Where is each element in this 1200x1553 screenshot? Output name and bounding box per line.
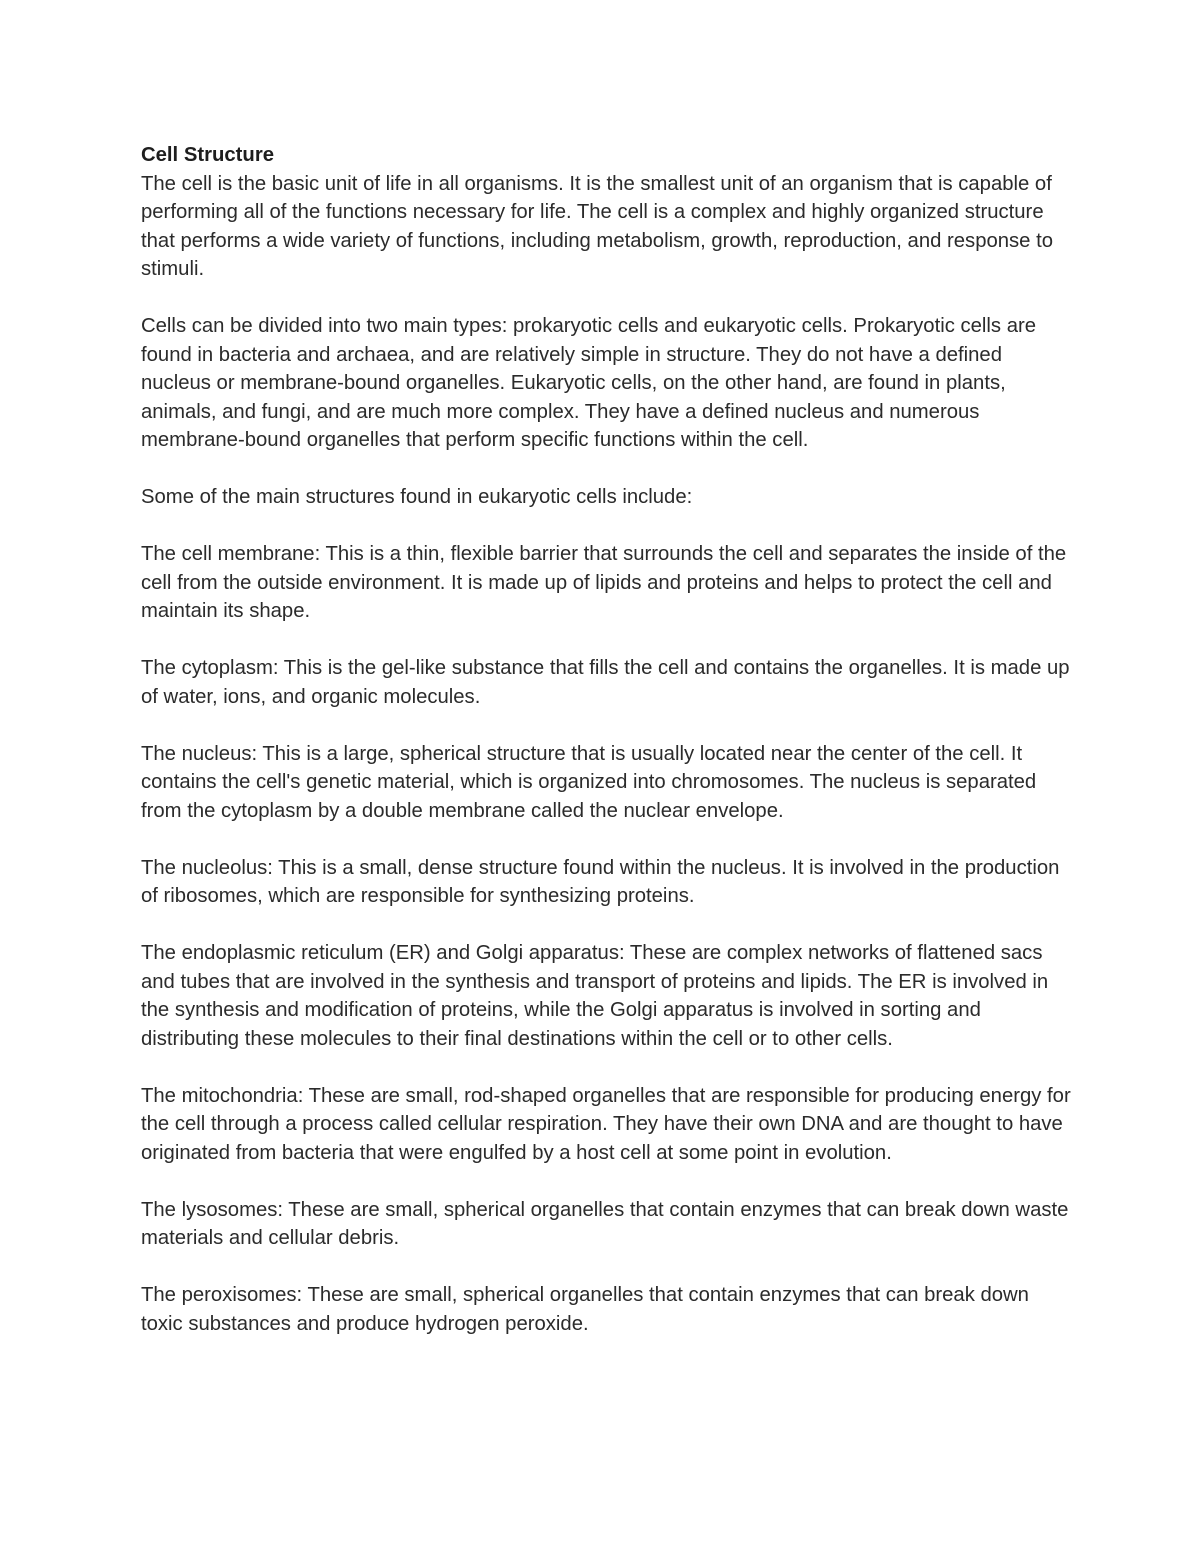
paragraph-mitochondria: The mitochondria: These are small, rod-shaped organelles that are responsible for producing energy for the cell through a process called cellular respiration. They have their own DNA and are thought to have originated from bacteria that were engulfed by a host cell at some point in evolution. <box>141 1084 1071 1164</box>
paragraph-intro: The cell is the basic unit of life in all organisms. It is the smallest unit of an organism that is capable of performing all of the functions necessary for life. The cell is a complex and highly organized structure that performs a wide variety of functions, including metabolism, growth, reproduction, and response to stimuli. <box>141 172 1054 280</box>
paragraph-structures-intro: Some of the main structures found in eukaryotic cells include: <box>141 486 693 508</box>
document-body <box>141 141 1076 1367</box>
paragraph-cell-types: Cells can be divided into two main types: prokaryotic cells and eukaryotic cells. Prokaryotic cells are found in bacteria and archaea, and are relatively simple in structure. They do not have a defined nucleus or membrane-bound organelles. Eukaryotic cells, on the other hand, are found in plants, animals, and fungi, and are much more complex. They have a defined nucleus and numerous membrane-bound organelles that perform specific functions within the cell. <box>141 315 1037 451</box>
paragraph-cytoplasm: The cytoplasm: This is the gel-like substance that fills the cell and contains the organelles. It is made up of water, ions, and organic molecules. <box>141 657 1070 708</box>
paragraph-nucleolus: The nucleolus: This is a small, dense structure found within the nucleus. It is involved in the production of ribosomes, which are responsible for synthesizing proteins. <box>141 856 1060 907</box>
paragraph-nucleus: The nucleus: This is a large, spherical structure that is usually located near the center of the cell. It contains the cell's genetic material, which is organized into chromosomes. The nucleus is separated from the cytoplasm by a double membrane called the nuclear envelope. <box>141 742 1037 822</box>
paragraph-lysosomes: The lysosomes: These are small, spherical organelles that contain enzymes that can break down waste materials and cellular debris. <box>141 1198 1069 1249</box>
paragraph-peroxisomes: The peroxisomes: These are small, spherical organelles that contain enzymes that can break down toxic substances and produce hydrogen peroxide. <box>141 1284 1029 1335</box>
paragraph-cell-membrane: The cell membrane: This is a thin, flexible barrier that surrounds the cell and separates the inside of the cell from the outside environment. It is made up of lipids and proteins and helps to protect the cell and maintain its shape. <box>141 543 1067 622</box>
paragraph-er-golgi: The endoplasmic reticulum (ER) and Golgi apparatus: These are complex networks of flattened sacs and tubes that are involved in the synthesis and transport of proteins and lipids. The ER is involved in the synthesis and modification of proteins, while the Golgi apparatus is involved in sorting and distributing these molecules to their final destinations within the cell or to other cells. <box>141 942 1049 1050</box>
document-title: Cell Structure <box>141 144 274 166</box>
